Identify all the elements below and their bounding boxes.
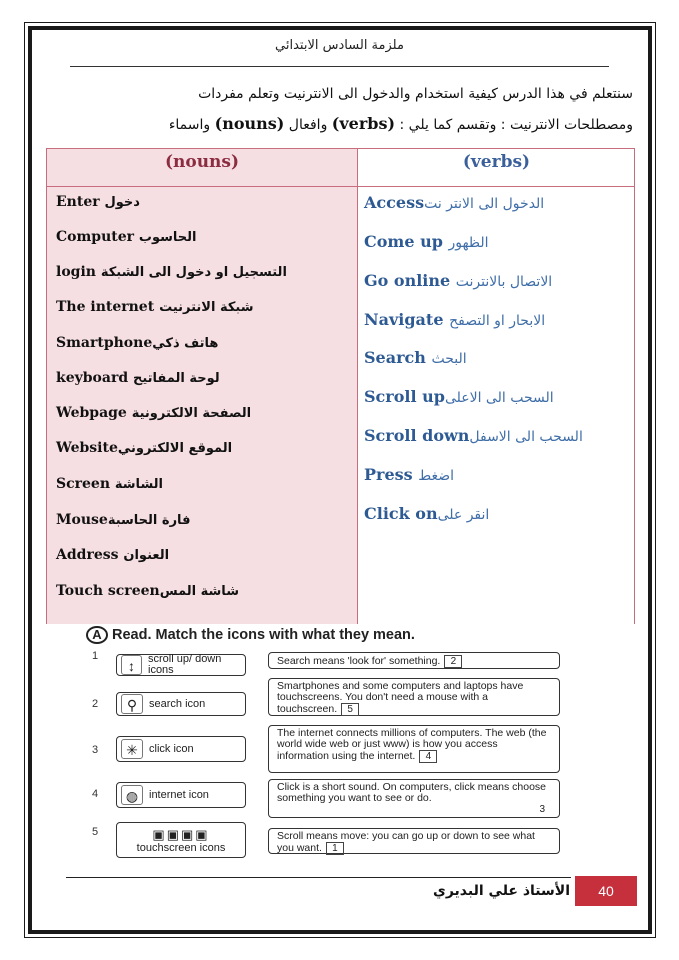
matching-exercise bbox=[78, 626, 578, 862]
verb-en: Scroll down bbox=[364, 426, 470, 445]
item-number: 4 bbox=[92, 788, 99, 800]
vocabulary-table bbox=[46, 148, 635, 624]
globe-icon: ◍ bbox=[121, 785, 143, 805]
definition-text: Click is a short sound. On computers, click means choose something you want to see or do. bbox=[277, 781, 547, 804]
header-divider bbox=[70, 66, 609, 67]
noun-ar: شبكة الانترنيت bbox=[159, 300, 254, 315]
noun-ar: الشاشة bbox=[114, 477, 164, 492]
verbs-header: (verbs) bbox=[462, 152, 531, 172]
definition-box bbox=[268, 678, 560, 716]
noun-ar: فارة الحاسبة bbox=[107, 513, 191, 528]
answer-box: 2 bbox=[444, 655, 462, 668]
noun-ar: شاشة المس bbox=[159, 584, 239, 599]
item-number: 5 bbox=[92, 826, 99, 838]
icon-item bbox=[116, 822, 246, 858]
noun-en: Enter bbox=[56, 194, 100, 210]
definition-text: Scroll means move: you can go up or down to see what you want. bbox=[277, 830, 535, 854]
noun-en: Computer bbox=[56, 229, 135, 245]
icon-label: search icon bbox=[149, 697, 206, 710]
verb-en: Go online bbox=[364, 271, 451, 290]
icon-label: touchscreen icons bbox=[136, 841, 226, 854]
verb-row bbox=[364, 465, 629, 484]
icon-item bbox=[116, 654, 246, 676]
verb-ar: الابحار او التصفح bbox=[449, 313, 546, 329]
verb-ar: اضغط bbox=[418, 468, 455, 484]
verb-en: Search bbox=[364, 348, 426, 367]
verb-ar: السحب الى الاسفل bbox=[469, 429, 583, 445]
nouns-header: (nouns) bbox=[164, 152, 240, 172]
noun-row bbox=[56, 264, 351, 280]
definition-box bbox=[268, 652, 560, 669]
definition-text: The internet connects millions of computers. The web (the world wide web or just www) is how you access information using the internet. bbox=[277, 727, 547, 762]
noun-row bbox=[56, 547, 351, 563]
page-number: 40 bbox=[575, 876, 637, 906]
noun-en: The internet bbox=[56, 299, 155, 315]
verb-ar: السحب الى الاعلى bbox=[444, 390, 554, 406]
table-header-divider bbox=[46, 186, 635, 187]
intro-line-1: سنتعلم في هذا الدرس كيفية استخدام والدخول الى الانترنيت وتعلم مفردات bbox=[198, 86, 633, 102]
noun-en: Smartphone bbox=[56, 335, 153, 351]
noun-en: Mouse bbox=[56, 512, 108, 528]
icon-label: scroll up/ down icons bbox=[148, 653, 222, 676]
verb-ar: الدخول الى الانتر نت bbox=[424, 196, 545, 212]
verb-ar: الاتصال بالانترنت bbox=[455, 274, 553, 290]
noun-en: Address bbox=[56, 547, 119, 563]
intro-line-2-prefix: ومصطلحات الانترنيت : وتقسم كما يلي : bbox=[395, 117, 633, 133]
verb-en: Come up bbox=[364, 232, 443, 251]
verb-row bbox=[364, 387, 629, 406]
verb-en: Navigate bbox=[364, 310, 444, 329]
exercise-title bbox=[86, 626, 415, 644]
verb-ar: الظهور bbox=[448, 235, 489, 251]
verb-row bbox=[364, 348, 629, 367]
icon-label: click icon bbox=[149, 742, 194, 755]
intro-and-verbs: وافعال bbox=[284, 117, 332, 133]
item-number: 3 bbox=[92, 744, 99, 756]
noun-row bbox=[56, 583, 351, 599]
footer-divider bbox=[66, 877, 571, 878]
answer-number: 3 bbox=[539, 804, 545, 815]
noun-ar: التسجيل او دخول الى الشبكة bbox=[100, 265, 287, 280]
noun-row bbox=[56, 370, 351, 386]
icon-item bbox=[116, 692, 246, 716]
table-top-border bbox=[46, 148, 635, 149]
noun-ar: هاتف ذكي bbox=[152, 336, 219, 351]
verb-row bbox=[364, 310, 629, 329]
answer-box: 5 bbox=[341, 703, 359, 716]
icon-item bbox=[116, 782, 246, 808]
intro-nouns-word: (nouns) bbox=[214, 114, 285, 133]
noun-en: keyboard bbox=[56, 370, 129, 386]
exercise-badge: A bbox=[86, 626, 108, 644]
noun-row bbox=[56, 335, 351, 351]
verb-row bbox=[364, 193, 629, 212]
verb-row bbox=[364, 504, 629, 523]
table-right-border bbox=[634, 148, 635, 624]
verb-row bbox=[364, 426, 629, 445]
noun-row bbox=[56, 229, 351, 245]
touchscreen-icon: ▣▣▣▣ bbox=[152, 826, 210, 842]
noun-ar: لوحة المفاتيح bbox=[132, 371, 220, 386]
verb-row bbox=[364, 271, 629, 290]
definition-box bbox=[268, 828, 560, 854]
item-number: 1 bbox=[92, 650, 99, 662]
author-name: الأستاذ علي البديري bbox=[433, 883, 570, 899]
noun-row bbox=[56, 476, 351, 492]
verb-ar: انقر على bbox=[437, 507, 490, 523]
definition-text: Search means 'look for' something. bbox=[277, 655, 441, 667]
definition-text: Smartphones and some computers and laptops have touchscreens. You don't need a mouse with a touchscreen. bbox=[277, 680, 524, 715]
noun-en: login bbox=[56, 264, 96, 280]
page-title: ملزمة السادس الابتدائي bbox=[275, 38, 404, 53]
click-icon: ✳ bbox=[121, 739, 143, 759]
noun-row bbox=[56, 440, 351, 456]
item-number: 2 bbox=[92, 698, 99, 710]
exercise-title-text: Read. Match the icons with what they mean. bbox=[112, 627, 415, 643]
icon-label: internet icon bbox=[149, 788, 209, 801]
intro-and-nouns: واسماء bbox=[168, 117, 215, 133]
noun-row bbox=[56, 512, 351, 528]
noun-en: Screen bbox=[56, 476, 111, 492]
table-left-border bbox=[46, 148, 47, 624]
search-icon: ⚲ bbox=[121, 694, 143, 714]
noun-ar: دخول bbox=[104, 195, 140, 210]
noun-row bbox=[56, 194, 351, 210]
verb-en: Access bbox=[364, 193, 425, 212]
scroll-icon: ↕ bbox=[121, 655, 142, 675]
noun-en: Website bbox=[56, 440, 118, 456]
verb-en: Press bbox=[364, 465, 413, 484]
verb-en: Scroll up bbox=[364, 387, 445, 406]
noun-en: Touch screen bbox=[56, 583, 160, 599]
verb-row bbox=[364, 232, 629, 251]
noun-ar: الحاسوب bbox=[138, 230, 197, 245]
noun-en: Webpage bbox=[56, 405, 127, 421]
verb-ar: البحث bbox=[431, 351, 467, 367]
answer-box: 4 bbox=[419, 750, 437, 763]
answer-box: 1 bbox=[326, 842, 344, 855]
noun-ar: العنوان bbox=[123, 548, 170, 563]
intro-line-2 bbox=[53, 114, 633, 133]
definition-box bbox=[268, 779, 560, 818]
noun-row bbox=[56, 405, 351, 421]
verb-en: Click on bbox=[364, 504, 438, 523]
noun-row bbox=[56, 299, 351, 315]
icon-item bbox=[116, 736, 246, 762]
intro-verbs-word: (verbs) bbox=[331, 114, 396, 133]
definition-box bbox=[268, 725, 560, 773]
noun-ar: الصفحة الالكترونية bbox=[131, 406, 252, 421]
noun-ar: الموقع الالكتروني bbox=[117, 441, 233, 456]
verbs-column bbox=[358, 148, 635, 624]
